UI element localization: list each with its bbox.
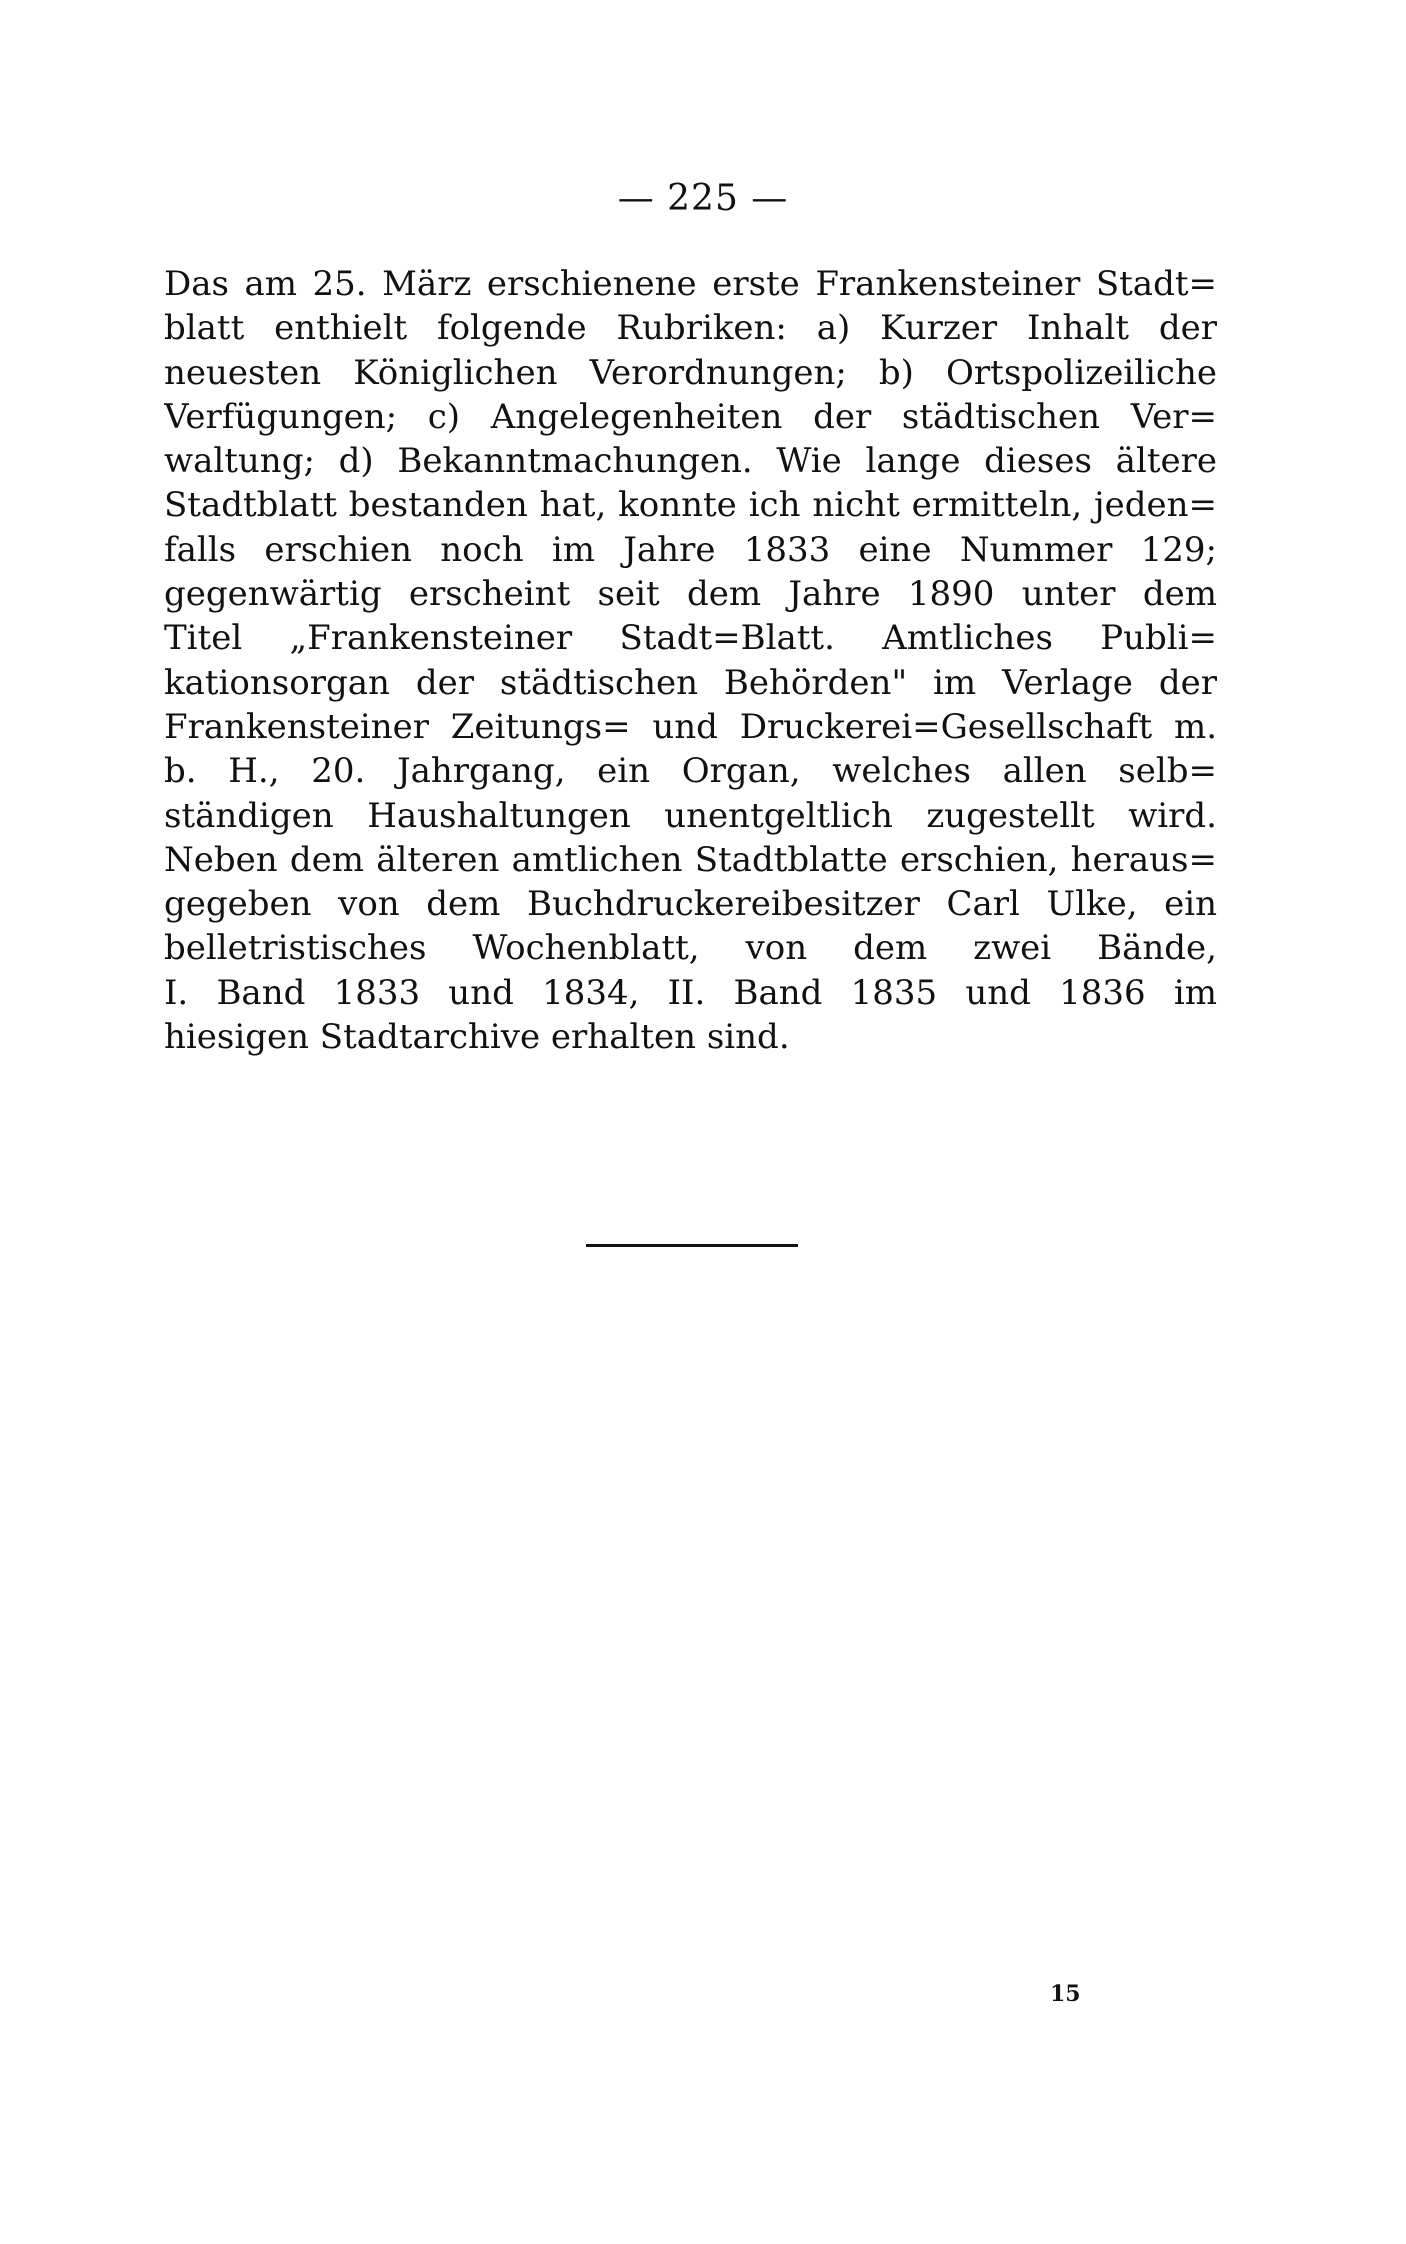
text-line: Das am 25. März erschienene erste Frankensteiner Stadt= <box>164 264 1217 304</box>
text-line: gegeben von dem Buchdruckereibesitzer Carl Ulke, ein <box>164 884 1217 925</box>
text-line: blatt enthielt folgende Rubriken: a) Kurzer Inhalt der <box>164 308 1217 349</box>
text-line: Frankensteiner Zeitungs= und Druckerei=Gesellschaft m. <box>164 706 1217 747</box>
text-line: b. H., 20. Jahrgang, ein Organ, welches allen selb= <box>164 751 1217 792</box>
text-line: ständigen Haushaltungen unentgeltlich zugestellt wird. <box>164 795 1217 836</box>
text-line: Verfügungen; c) Angelegenheiten der städtischen Ver= <box>164 396 1217 437</box>
text-line: falls erschien noch im Jahre 1833 eine Nummer 129; <box>164 529 1217 570</box>
text-line: Titel „Frankensteiner Stadt=Blatt. Amtliches Publi= <box>164 618 1217 659</box>
signature-mark: 15 <box>1050 1981 1081 2007</box>
text-line: belletristisches Wochenblatt, von dem zwei Bände, <box>164 928 1217 969</box>
text-line: waltung; d) Bekanntmachungen. Wie lange dieses ältere <box>164 441 1217 482</box>
text-line: neuesten Königlichen Verordnungen; b) Ortspolizeiliche <box>164 352 1217 393</box>
text-line: hiesigen Stadtarchive erhalten sind. <box>164 1017 790 1058</box>
page-number: — 225 — <box>617 178 789 219</box>
section-divider <box>586 1244 798 1247</box>
text-line: kationsorgan der städtischen Behörden" im Verlage der <box>164 662 1217 703</box>
text-line: I. Band 1833 und 1834, II. Band 1835 und 1836 im <box>164 972 1217 1013</box>
text-line: Stadtblatt bestanden hat, konnte ich nicht ermitteln, jeden= <box>164 485 1217 526</box>
text-line: gegenwärtig erscheint seit dem Jahre 1890 unter dem <box>164 574 1217 615</box>
body-paragraph <box>164 262 1217 1059</box>
text-line: Neben dem älteren amtlichen Stadtblatte erschien, heraus= <box>164 839 1217 880</box>
